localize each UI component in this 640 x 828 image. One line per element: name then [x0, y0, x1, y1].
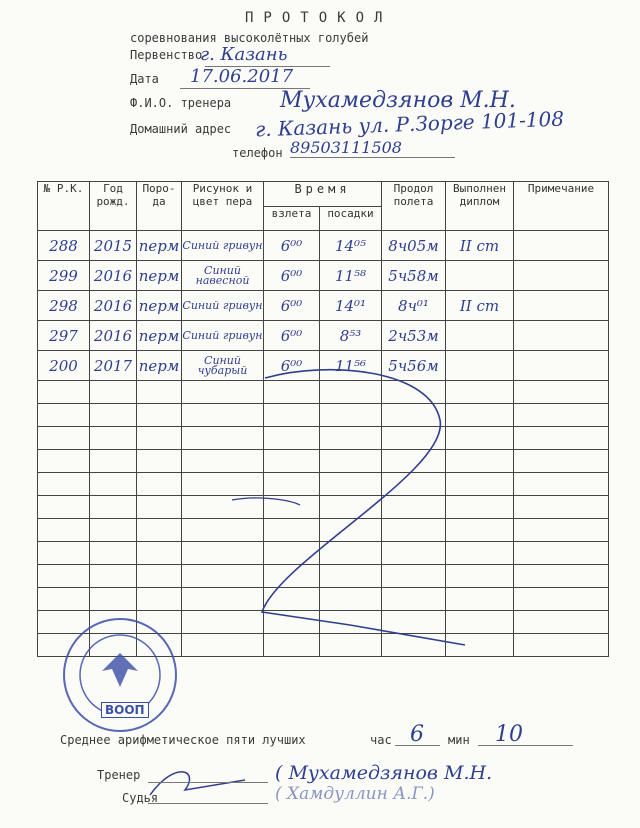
trainer-signature-mark [150, 772, 245, 795]
cell-landing: 14⁰⁵ [320, 231, 382, 261]
cell-num: 299 [38, 261, 90, 291]
cell-breed: перм [137, 231, 182, 261]
cell-diploma: II ст [446, 291, 514, 321]
stamp-center-text: ВООП [101, 702, 149, 718]
cell-duration: 2ч53м [382, 321, 446, 351]
cell-color: Синий чубарый [182, 351, 264, 381]
trainer-name: ( Мухамедзянов М.Н. [275, 762, 493, 784]
cell-year: 2016 [90, 291, 137, 321]
min-value: 10 [495, 722, 523, 747]
judge-sign-line [148, 803, 268, 804]
hour-label: час [370, 733, 392, 747]
cell-duration: 5ч58м [382, 261, 446, 291]
col-notes: Примечание [514, 182, 609, 231]
cell-duration: 8ч⁰¹ [382, 291, 446, 321]
cell-duration: 8ч05м [382, 231, 446, 261]
cell-color: Синий навесной [182, 261, 264, 291]
cell-num: 297 [38, 321, 90, 351]
cell-takeoff: 6⁰⁰ [264, 231, 320, 261]
cell-year: 2017 [90, 351, 137, 381]
cell-color: Синий гривун [182, 231, 264, 261]
cell-num: 288 [38, 231, 90, 261]
venue-value: г. Казань [200, 44, 288, 65]
cell-breed: перм [137, 261, 182, 291]
col-time: Время [264, 182, 382, 207]
cell-year: 2016 [90, 321, 137, 351]
trainer-value: Мухамедзянов М.Н. [280, 88, 516, 113]
date-value: 17.06.2017 [190, 66, 294, 87]
z-strike-mark [262, 370, 465, 645]
cell-takeoff: 6⁰⁰ [264, 351, 320, 381]
average-label: Среднее арифметическое пяти лучших [60, 733, 306, 747]
col-breed: Поро-да [137, 182, 182, 231]
cell-landing: 14⁰¹ [320, 291, 382, 321]
judge-name: ( Хамдуллин А.Г.) [275, 784, 435, 804]
eagle-icon [102, 653, 138, 687]
col-landing: посадки [320, 207, 382, 231]
address-label: Домашний адрес [130, 122, 232, 136]
hour-value: 6 [410, 722, 424, 747]
cell-color: Синий гривун [182, 291, 264, 321]
stray-stroke [232, 498, 300, 505]
trainer-sign-line [148, 782, 268, 783]
date-label: Дата [130, 72, 159, 86]
cell-breed: перм [137, 321, 182, 351]
col-num: № Р.К. [38, 182, 90, 231]
col-color: Рисунок и цвет пера [182, 182, 264, 231]
col-duration: Продол полета [382, 182, 446, 231]
cell-color: Синий гривун [182, 321, 264, 351]
cell-takeoff: 6⁰⁰ [264, 291, 320, 321]
cell-takeoff: 6⁰⁰ [264, 321, 320, 351]
cell-duration: 5ч56м [382, 351, 446, 381]
address-value: г. Казань ул. Р.Зорге 101-108 [254, 106, 565, 142]
cell-breed: перм [137, 351, 182, 381]
hour-line [395, 745, 440, 746]
trainer-label: Ф.И.О. тренера [130, 96, 232, 110]
col-diploma: Выполнен диплом [446, 182, 514, 231]
cell-landing: 11⁵⁸ [320, 261, 382, 291]
trainer-sign-label: Тренер [97, 768, 141, 782]
cell-num: 298 [38, 291, 90, 321]
cell-year: 2016 [90, 261, 137, 291]
page-title: ПРОТОКОЛ [245, 10, 393, 26]
cell-num: 200 [38, 351, 90, 381]
cell-takeoff: 6⁰⁰ [264, 261, 320, 291]
col-takeoff: взлета [264, 207, 320, 231]
cell-diploma: II ст [446, 231, 514, 261]
subtitle: соревнования высоколётных голубей [130, 31, 369, 45]
cell-landing: 11⁵⁶ [320, 351, 382, 381]
judge-sign-label: Судья [122, 791, 159, 805]
col-year: Год рожд. [90, 182, 137, 231]
cell-year: 2015 [90, 231, 137, 261]
phone-value: 89503111508 [290, 138, 402, 157]
cell-breed: перм [137, 291, 182, 321]
min-line [478, 745, 573, 746]
min-label: мин [448, 733, 470, 747]
venue-label: Первенство [130, 48, 203, 62]
phone-label: телефон [232, 146, 283, 160]
cell-landing: 8⁵³ [320, 321, 382, 351]
